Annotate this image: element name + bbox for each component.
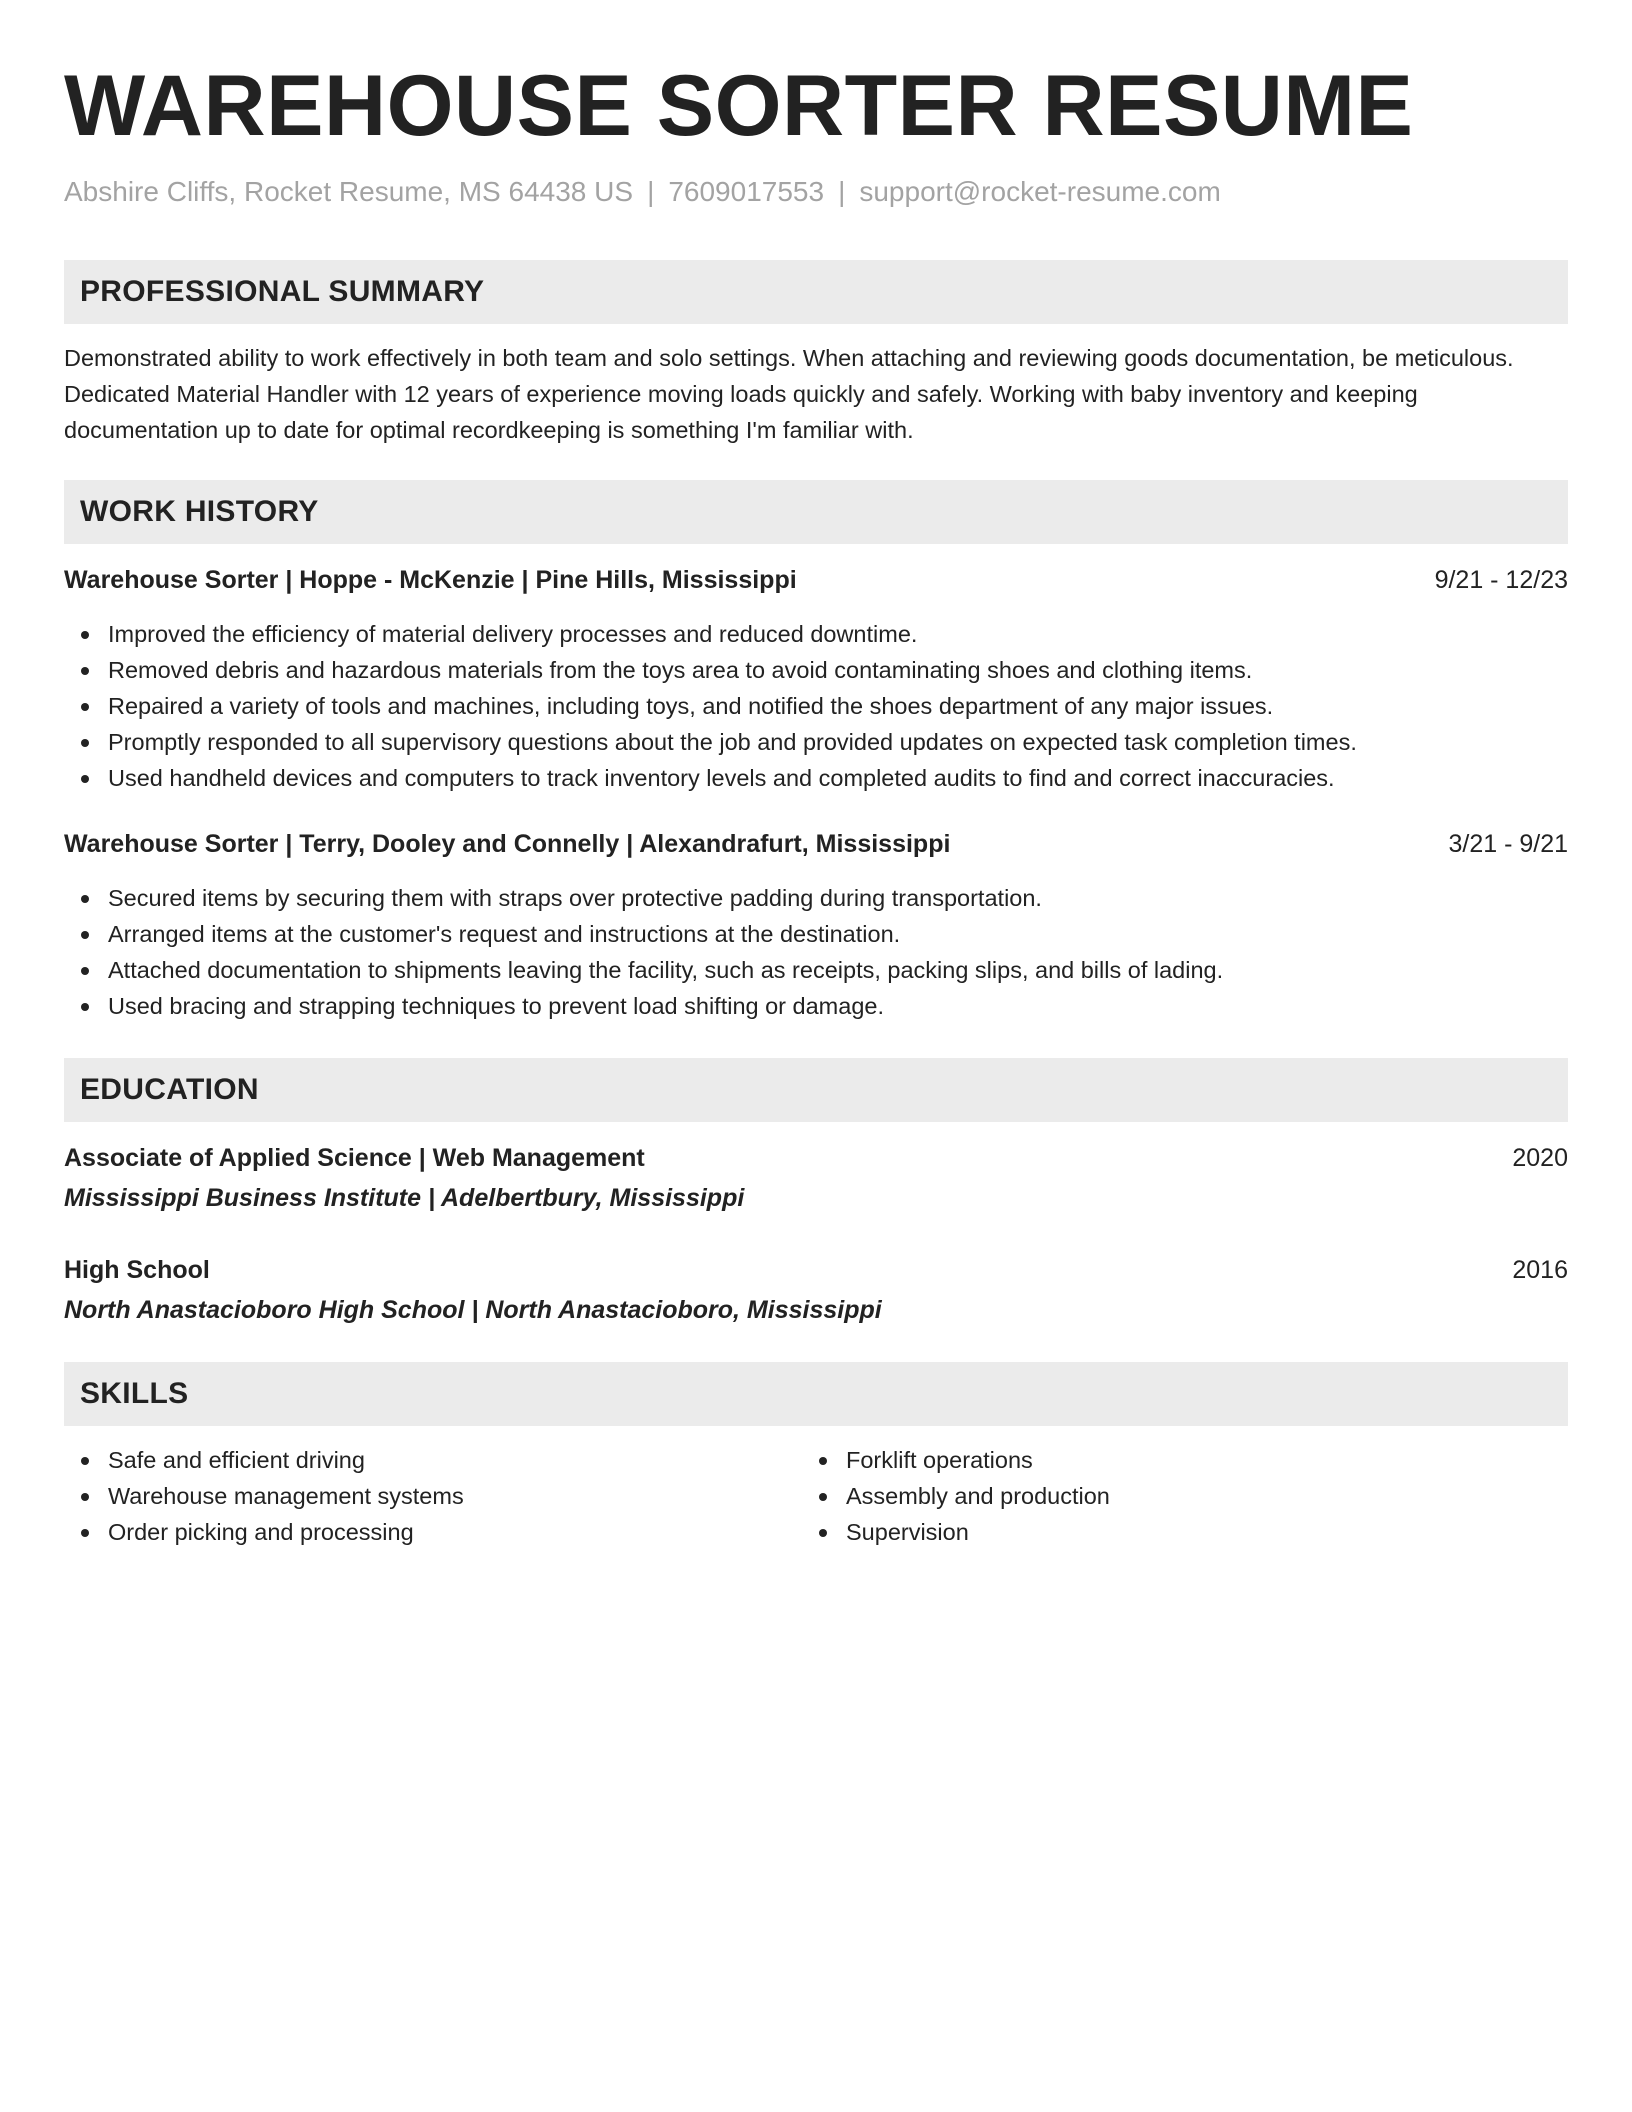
bullet-text: Used bracing and strapping techniques to prevent load shifting or damage. — [108, 993, 884, 1019]
education-entry — [64, 1252, 1568, 1328]
job-dates: 9/21 - 12/23 — [1434, 566, 1568, 594]
list-item — [64, 988, 1568, 1024]
bullet-icon — [81, 739, 89, 747]
bullet-icon — [81, 775, 89, 783]
bullet-text: Improved the efficiency of material delivery processes and reduced downtime. — [108, 621, 918, 647]
list-item — [64, 616, 1568, 652]
summary-text: Demonstrated ability to work effectively in both team and solo settings. When attaching and reviewing goods documentation, be meticulous. Dedicated Material Handler with 12 years of experience moving loads quickly and safely. Working with baby inventory and keeping documentation up to date for optimal recordkeeping is something I'm familiar with. — [64, 345, 1514, 443]
bullet-icon — [819, 1493, 827, 1501]
job-bullets — [64, 616, 1568, 796]
bullet-icon — [81, 1529, 89, 1537]
list-item — [64, 688, 1568, 724]
bullet-icon — [81, 667, 89, 675]
contact-phone: 7609017553 — [668, 176, 825, 207]
work-history-section — [64, 480, 1568, 1024]
section-heading: EDUCATION — [64, 1058, 1568, 1122]
job-header — [64, 562, 1568, 598]
skill-text: Order picking and processing — [108, 1519, 414, 1545]
education-entry — [64, 1140, 1568, 1216]
skill-text: Warehouse management systems — [108, 1483, 464, 1509]
job-title: Warehouse Sorter | Hoppe - McKenzie | Pine Hills, Mississippi — [64, 566, 797, 594]
list-item — [64, 880, 1568, 916]
skills-section — [64, 1362, 1568, 1550]
skill-text: Forklift operations — [846, 1447, 1033, 1473]
list-item — [64, 1514, 802, 1550]
bullet-icon — [81, 931, 89, 939]
bullet-icon — [819, 1529, 827, 1537]
section-heading: SKILLS — [64, 1362, 1568, 1426]
job-dates: 3/21 - 9/21 — [1448, 830, 1568, 858]
skill-text: Supervision — [846, 1519, 969, 1545]
education-school: North Anastacioboro High School | North Anastacioboro, Mississippi — [64, 1296, 882, 1324]
bullet-icon — [81, 703, 89, 711]
bullet-text: Used handheld devices and computers to track inventory levels and completed audits to find and correct inaccuracies. — [108, 765, 1335, 791]
education-year: 2020 — [1512, 1144, 1568, 1172]
contact-email: support@rocket-resume.com — [859, 176, 1221, 207]
bullet-text: Secured items by securing them with straps over protective padding during transportation. — [108, 885, 1042, 911]
education-degree: High School — [64, 1256, 210, 1284]
contact-separator: | — [647, 176, 655, 207]
skills-list — [64, 1442, 802, 1550]
bullet-icon — [81, 967, 89, 975]
education-section — [64, 1058, 1568, 1328]
list-item — [64, 952, 1568, 988]
bullet-icon — [81, 1457, 89, 1465]
section-heading: PROFESSIONAL SUMMARY — [64, 260, 1568, 324]
skills-column-left — [64, 1442, 802, 1550]
bullet-icon — [81, 1493, 89, 1501]
list-item — [802, 1442, 1540, 1478]
bullet-text: Arranged items at the customer's request and instructions at the destination. — [108, 921, 901, 947]
education-header — [64, 1140, 1568, 1176]
job-header — [64, 826, 1568, 862]
bullet-icon — [81, 631, 89, 639]
education-year: 2016 — [1512, 1256, 1568, 1284]
bullet-text: Attached documentation to shipments leaving the facility, such as receipts, packing slips, and bills of lading. — [108, 957, 1224, 983]
section-heading: WORK HISTORY — [64, 480, 1568, 544]
skills-column-right — [802, 1442, 1540, 1550]
list-item — [64, 652, 1568, 688]
education-header — [64, 1252, 1568, 1288]
skills-grid — [64, 1442, 1568, 1550]
education-school: Mississippi Business Institute | Adelbertbury, Mississippi — [64, 1184, 745, 1212]
education-degree: Associate of Applied Science | Web Management — [64, 1144, 645, 1172]
bullet-icon — [81, 1003, 89, 1011]
job-entry — [64, 826, 1568, 1024]
bullet-text: Repaired a variety of tools and machines, including toys, and notified the shoes department of any major issues. — [108, 693, 1274, 719]
list-item — [64, 1442, 802, 1478]
contact-address: Abshire Cliffs, Rocket Resume, MS 64438 US — [64, 176, 634, 207]
contact-line — [64, 174, 1568, 210]
skills-list — [802, 1442, 1540, 1550]
list-item — [802, 1478, 1540, 1514]
bullet-text: Promptly responded to all supervisory questions about the job and provided updates on expected task completion times. — [108, 729, 1357, 755]
professional-summary-section — [64, 260, 1568, 448]
skill-text: Safe and efficient driving — [108, 1447, 365, 1473]
resume-title: WAREHOUSE SORTER RESUME — [64, 58, 1414, 154]
bullet-text: Removed debris and hazardous materials from the toys area to avoid contaminating shoes and clothing items. — [108, 657, 1253, 683]
skill-text: Assembly and production — [846, 1483, 1110, 1509]
bullet-icon — [819, 1457, 827, 1465]
job-entry — [64, 562, 1568, 796]
job-title: Warehouse Sorter | Terry, Dooley and Connelly | Alexandrafurt, Mississippi — [64, 830, 951, 858]
bullet-icon — [81, 895, 89, 903]
contact-separator: | — [838, 176, 846, 207]
list-item — [64, 1478, 802, 1514]
list-item — [64, 916, 1568, 952]
list-item — [802, 1514, 1540, 1550]
job-bullets — [64, 880, 1568, 1024]
list-item — [64, 760, 1568, 796]
list-item — [64, 724, 1568, 760]
